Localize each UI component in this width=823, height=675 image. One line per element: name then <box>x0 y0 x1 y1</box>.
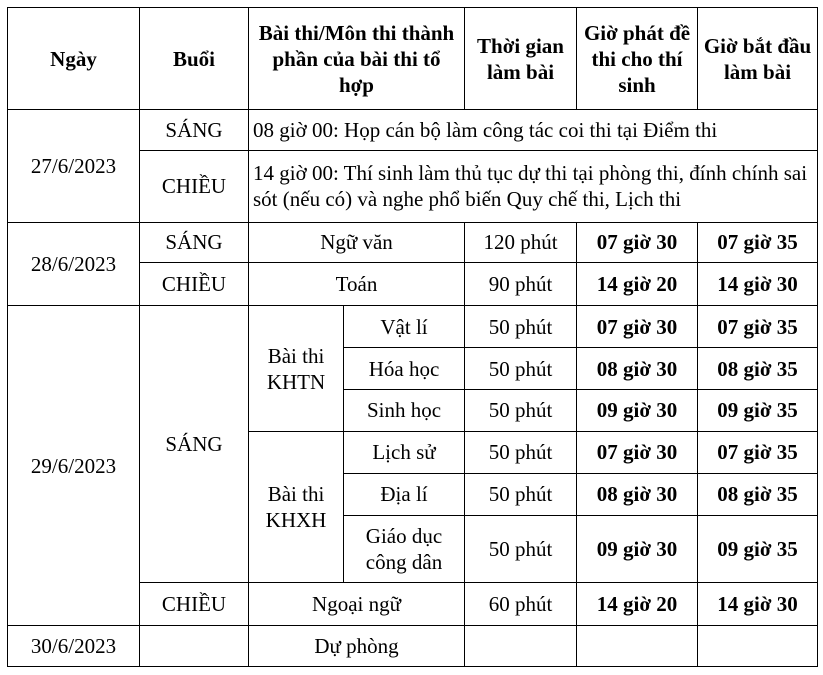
dist-time-cell: 09 giờ 30 <box>577 515 698 582</box>
subject-cell: Vật lí <box>344 306 465 348</box>
subject-cell: Hóa học <box>344 348 465 390</box>
table-row <box>8 110 818 151</box>
start-time-cell: 07 giờ 35 <box>698 431 818 473</box>
dist-time-cell: 08 giờ 30 <box>577 473 698 515</box>
duration-cell: 90 phút <box>465 263 577 306</box>
start-time-cell: 07 giờ 35 <box>698 306 818 348</box>
duration-cell: 50 phút <box>465 473 577 515</box>
dist-time-cell: 09 giờ 30 <box>577 390 698 432</box>
date-cell: 27/6/2023 <box>8 110 140 222</box>
date-cell: 30/6/2023 <box>8 626 140 667</box>
dist-time-cell: 14 giờ 20 <box>577 263 698 306</box>
dist-time-cell: 07 giờ 30 <box>577 431 698 473</box>
dist-time-cell: 07 giờ 30 <box>577 306 698 348</box>
duration-cell: 50 phút <box>465 306 577 348</box>
note-cell: 14 giờ 00: Thí sinh làm thủ tục dự thi tại phòng thi, đính chính sai sót (nếu có) và nghe phổ biến Quy chế thi, Lịch thi <box>249 151 818 223</box>
session-cell: SÁNG <box>140 222 249 263</box>
header-mon: Bài thi/Môn thi thành phần của bài thi tổ hợp <box>249 8 465 110</box>
start-time-cell: 07 giờ 35 <box>698 222 818 263</box>
reserve-cell: Dự phòng <box>249 626 465 667</box>
dist-time-cell: 08 giờ 30 <box>577 348 698 390</box>
header-thoigian: Thời gian làm bài <box>465 8 577 110</box>
duration-cell: 120 phút <box>465 222 577 263</box>
subject-cell: Sinh học <box>344 390 465 432</box>
dist-time-cell: 07 giờ 30 <box>577 222 698 263</box>
subject-cell: Ngoại ngữ <box>249 583 465 626</box>
subject-cell: Giáo dục công dân <box>344 515 465 582</box>
session-cell: SÁNG <box>140 306 249 583</box>
date-cell: 29/6/2023 <box>8 306 140 626</box>
subject-cell: Địa lí <box>344 473 465 515</box>
session-cell: CHIỀU <box>140 151 249 223</box>
session-cell <box>140 626 249 667</box>
note-cell: 08 giờ 00: Họp cán bộ làm công tác coi thi tại Điểm thi <box>249 110 818 151</box>
table-row <box>8 306 818 348</box>
header-ngay: Ngày <box>8 8 140 110</box>
session-cell: SÁNG <box>140 110 249 151</box>
start-time-cell: 08 giờ 35 <box>698 348 818 390</box>
subject-cell: Toán <box>249 263 465 306</box>
exam-schedule-table <box>7 7 818 667</box>
start-time-cell <box>698 626 818 667</box>
group-cell-khtn: Bài thi KHTN <box>249 306 344 432</box>
duration-cell: 50 phút <box>465 390 577 432</box>
header-buoi: Buổi <box>140 8 249 110</box>
duration-cell <box>465 626 577 667</box>
table-row <box>8 626 818 667</box>
duration-cell: 50 phút <box>465 515 577 582</box>
subject-cell: Lịch sử <box>344 431 465 473</box>
start-time-cell: 09 giờ 35 <box>698 515 818 582</box>
session-cell: CHIỀU <box>140 263 249 306</box>
start-time-cell: 14 giờ 30 <box>698 583 818 626</box>
group-cell-khxh: Bài thi KHXH <box>249 431 344 582</box>
dist-time-cell <box>577 626 698 667</box>
header-giobatdau: Giờ bắt đầu làm bài <box>698 8 818 110</box>
start-time-cell: 09 giờ 35 <box>698 390 818 432</box>
session-cell: CHIỀU <box>140 583 249 626</box>
duration-cell: 60 phút <box>465 583 577 626</box>
table-row <box>8 222 818 263</box>
date-cell: 28/6/2023 <box>8 222 140 306</box>
subject-cell: Ngữ văn <box>249 222 465 263</box>
header-row <box>8 8 818 110</box>
start-time-cell: 14 giờ 30 <box>698 263 818 306</box>
duration-cell: 50 phút <box>465 348 577 390</box>
duration-cell: 50 phút <box>465 431 577 473</box>
start-time-cell: 08 giờ 35 <box>698 473 818 515</box>
header-giophat: Giờ phát đề thi cho thí sinh <box>577 8 698 110</box>
dist-time-cell: 14 giờ 20 <box>577 583 698 626</box>
